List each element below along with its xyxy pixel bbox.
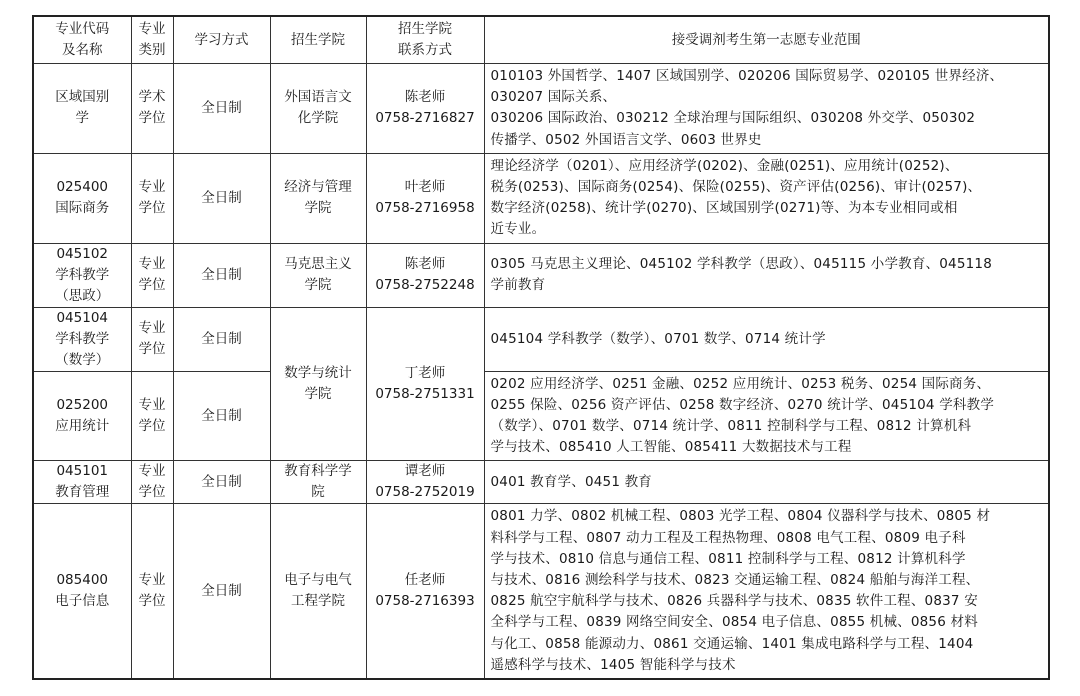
- category-cell: 专业 学位: [131, 307, 173, 371]
- category-cell: 专业 学位: [131, 504, 173, 679]
- table-row: [33, 243, 1049, 307]
- header-college: 招生学院: [270, 16, 366, 64]
- table-row: [33, 307, 1049, 371]
- contact-cell: 任老师 0758-2716393: [366, 504, 484, 679]
- college-cell: 外国语言文 化学院: [270, 64, 366, 154]
- header-range: 接受调剂考生第一志愿专业范围: [484, 16, 1049, 64]
- mode-cell: 全日制: [173, 153, 270, 243]
- category-cell: 专业 学位: [131, 243, 173, 307]
- code-name-cell: 085400 电子信息: [33, 504, 131, 679]
- header-contact: 招生学院 联系方式: [366, 16, 484, 64]
- range-cell: 0202 应用经济学、0251 金融、0252 应用统计、0253 税务、0254 国际商务、 0255 保险、0256 资产评估、0258 数字经济、0270 统计学、045104 学科教学 （数学）、0701 数学、0714 统计学、0811 控制科学与工程、0812 计算机科 学与技术、085410 人工智能、085411 大数据技术与工程: [484, 371, 1049, 461]
- mode-cell: 全日制: [173, 243, 270, 307]
- college-cell: 马克思主义 学院: [270, 243, 366, 307]
- college-cell: 教育科学学 院: [270, 461, 366, 504]
- contact-cell: 陈老师 0758-2716827: [366, 64, 484, 154]
- code-name-cell: 045104 学科教学 （数学）: [33, 307, 131, 371]
- contact-cell: 谭老师 0758-2752019: [366, 461, 484, 504]
- mode-cell: 全日制: [173, 461, 270, 504]
- table-row: [33, 504, 1049, 679]
- header-code-name: 专业代码 及名称: [33, 16, 131, 64]
- admission-table: [32, 15, 1050, 680]
- range-cell: 0801 力学、0802 机械工程、0803 光学工程、0804 仪器科学与技术、0805 材 料科学与工程、0807 动力工程及工程热物理、0808 电气工程、0809 电子科 学与技术、0810 信息与通信工程、0811 控制科学与工程、0812 计算机科学 与技术、0816 测绘科学与技术、0823 交通运输工程、0824 船舶与海洋工程、 0825 航空宇航科学与技术、0826 兵器科学与技术、0835 软件工程、0837 安 全科学与工程、0839 网络空间安全、0854 电子信息、0855 机械、0856 材料 与化工、0858 能源动力、0861 交通运输、1401 集成电路科学与工程、1404 遥感科学与技术、1405 智能科学与技术: [484, 504, 1049, 679]
- college-cell: 电子与电气 工程学院: [270, 504, 366, 679]
- range-cell: 045104 学科教学（数学）、0701 数学、0714 统计学: [484, 307, 1049, 371]
- code-name-cell: 025200 应用统计: [33, 371, 131, 461]
- range-cell: 0401 教育学、0451 教育: [484, 461, 1049, 504]
- contact-cell: 丁老师 0758-2751331: [366, 307, 484, 461]
- college-cell: 经济与管理 学院: [270, 153, 366, 243]
- header-category: 专业 类别: [131, 16, 173, 64]
- table-row: [33, 64, 1049, 154]
- header-row: [33, 16, 1049, 64]
- mode-cell: 全日制: [173, 64, 270, 154]
- mode-cell: 全日制: [173, 307, 270, 371]
- range-cell: 010103 外国哲学、1407 区域国别学、020206 国际贸易学、020105 世界经济、 030207 国际关系、 030206 国际政治、030212 全球治理与国际组织、030208 外交学、050302 传播学、0502 外国语言文学、0603 世界史: [484, 64, 1049, 154]
- mode-cell: 全日制: [173, 371, 270, 461]
- table-row: [33, 461, 1049, 504]
- header-mode: 学习方式: [173, 16, 270, 64]
- range-cell: 0305 马克思主义理论、045102 学科教学（思政）、045115 小学教育、045118 学前教育: [484, 243, 1049, 307]
- code-name-cell: 045102 学科教学 （思政）: [33, 243, 131, 307]
- table-row: [33, 153, 1049, 243]
- category-cell: 专业 学位: [131, 461, 173, 504]
- range-cell: 理论经济学（0201）、应用经济学(0202)、金融(0251)、应用统计(0252)、 税务(0253)、国际商务(0254)、保险(0255)、资产评估(0256)、审计(0257)、 数字经济(0258)、统计学(0270)、区域国别学(0271)等、为本专业相同或相 近专业。: [484, 153, 1049, 243]
- category-cell: 专业 学位: [131, 153, 173, 243]
- mode-cell: 全日制: [173, 504, 270, 679]
- contact-cell: 叶老师 0758-2716958: [366, 153, 484, 243]
- table-row: [33, 371, 1049, 461]
- code-name-cell: 045101 教育管理: [33, 461, 131, 504]
- college-cell: 数学与统计 学院: [270, 307, 366, 461]
- contact-cell: 陈老师 0758-2752248: [366, 243, 484, 307]
- category-cell: 专业 学位: [131, 371, 173, 461]
- code-name-cell: 025400 国际商务: [33, 153, 131, 243]
- code-name-cell: 区域国别 学: [33, 64, 131, 154]
- category-cell: 学术 学位: [131, 64, 173, 154]
